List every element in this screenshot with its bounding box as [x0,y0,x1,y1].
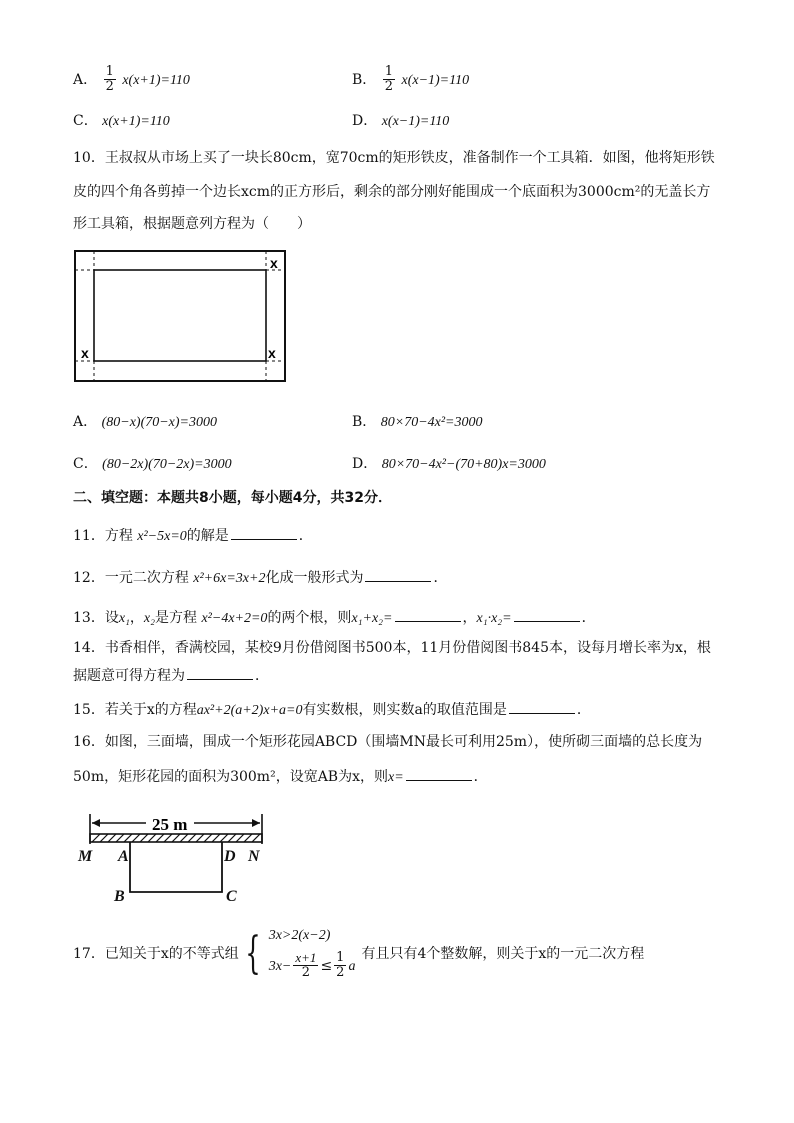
frac-num: 1 [384,64,394,79]
q13 [73,607,596,628]
answer-blank[interactable] [365,567,431,582]
option-expr: x(x+1)=110 [102,114,170,129]
q10-line1: 10．王叔叔从市场上买了一块长80cm，宽70cm的矩形铁皮，准备制作一个工具箱．如图，他将矩形铁 [73,150,715,166]
fraction [293,951,318,981]
left-brace-icon: { [245,928,261,980]
q11-end: ． [298,528,313,544]
option-label: B． [352,71,377,88]
option-label: B． [352,414,377,430]
q14-line2 [73,665,269,685]
q13-post: 的两个根，则 [267,610,352,626]
fraction [104,65,116,95]
inequality-system [239,928,356,980]
inequality-2 [269,951,356,981]
frac-den: 2 [336,965,345,981]
q16-line2-pre: 50m，矩形花园的面积为300m²，设宽AB为x，则 [73,769,388,785]
option-expr: 80×70−4x²=3000 [380,415,483,430]
q17 [73,928,644,980]
option-expr: x(x+1)=110 [122,72,190,88]
ineq2-part: ≤ [320,957,333,974]
point-B: B [114,888,125,905]
q13-x1: x₁ [118,611,130,626]
frac-den: 2 [384,79,394,95]
ineq2-part: 3x− [268,958,292,974]
q14-line2-pre: 据题意可得方程为 [73,668,185,684]
q9-option-d [352,113,449,131]
q13-x2: x₂ [143,611,156,626]
sheet-inner [94,270,266,361]
q12-end: ． [433,570,448,586]
point-N: N [248,848,260,865]
frac-num: x+1 [295,949,317,965]
q9-option-a [73,65,190,95]
wall-hatch [92,834,260,842]
point-C: C [226,888,237,905]
answer-blank[interactable] [395,607,461,622]
answer-blank[interactable] [406,766,472,781]
garden-rect [130,842,222,892]
q16-xeq: x= [388,770,404,785]
q13-sum: x₁+x₂= [351,611,393,626]
fraction [383,65,395,95]
q16-line2 [73,766,488,787]
wall-length-label: 25 m [152,815,188,834]
q16-figure-garden [76,804,272,906]
q13-comma: ， [462,610,477,626]
q12-eq: x²+6x=3x+2 [193,571,266,586]
q11-pre: 11．方程 [73,528,138,544]
q12-post: 化成一般形式为 [265,570,364,586]
q15-pre: 15．若关于x的方程 [73,702,197,718]
corner-mark: x [81,345,89,361]
q16-end: ． [473,769,488,785]
q11-eq: x²−5x=0 [137,529,187,544]
q11 [73,525,313,546]
fraction [334,951,346,981]
q10-option-c [73,456,232,474]
q17-pre: 17．已知关于x的不等式组 [73,945,239,962]
q13-mid: 是方程 [155,610,202,626]
answer-blank[interactable] [187,665,253,680]
frac-den: 2 [105,79,114,95]
ineq2-part: a [348,958,356,974]
section-heading: 二、填空题：本题共8小题，每小题4分，共32分． [73,490,392,506]
option-expr: (80−x)(70−x)=3000 [101,415,217,430]
q12 [73,567,447,588]
q15-eq: ax²+2(a+2)x+a=0 [196,703,303,718]
frac-num: 1 [336,949,345,965]
q13-eq: x²−4x+2=0 [201,611,268,626]
point-A: A [118,848,129,865]
answer-blank[interactable] [231,525,297,540]
q10-figure-sheet [74,250,286,382]
q15 [73,699,591,720]
option-label: C． [73,113,98,129]
q17-post: 有且只有4个整数解，则关于x的一元二次方程 [361,945,645,962]
option-label: D． [352,456,378,472]
q10-line3: 形工具箱，根据题意列方程为（ ） [73,216,311,232]
q16-line1: 16．如图，三面墙，围成一个矩形花园ABCD（围墙MN最长可利用25m），使所砌三面墙的总长度为 [73,734,703,750]
frac-num: 1 [105,64,114,79]
system-lines [269,928,356,980]
q9-option-c [73,113,170,131]
corner-mark: x [268,345,276,361]
q14-end: ． [255,668,269,684]
option-label: A． [73,71,98,88]
q14-line1: 14．书香相伴，香满校园，某校9月份借阅图书500本，11月份借阅图书845本，设每月增长率为x，根 [73,640,711,656]
point-M: M [78,848,93,865]
q13-pre: 13．设 [73,610,119,626]
option-expr: x(x−1)=110 [401,72,470,88]
option-label: D． [352,113,378,129]
inequality-1: 3x>2(x−2) [268,928,331,943]
q13-prod: x₁·x₂= [476,611,512,626]
corner-mark: x [270,255,278,271]
q11-post: 的解是 [186,528,229,544]
q9-option-b [352,65,469,95]
option-label: A． [73,414,98,430]
frac-den: 2 [301,965,311,981]
q13-end: ． [581,610,596,626]
q13-sep: ， [129,610,144,626]
point-D: D [224,848,236,865]
option-expr: 80×70−4x²−(70+80)x=3000 [381,457,546,472]
q10-option-d [352,456,546,474]
q10-option-a [73,414,217,432]
q15-end: ． [576,702,591,718]
q12-pre: 12．一元二次方程 [73,570,194,586]
answer-blank[interactable] [514,607,580,622]
q10-line2: 皮的四个角各剪掉一个边长xcm的正方形后，剩余的部分刚好能围成一个底面积为3000cm²的无盖长方 [73,184,711,200]
option-expr: (80−2x)(70−2x)=3000 [102,457,232,472]
q15-post: 有实数根，则实数a的取值范围是 [302,702,507,718]
option-expr: x(x−1)=110 [381,114,450,129]
option-label: C． [73,456,98,472]
q10-option-b [352,414,483,432]
answer-blank[interactable] [509,699,575,714]
